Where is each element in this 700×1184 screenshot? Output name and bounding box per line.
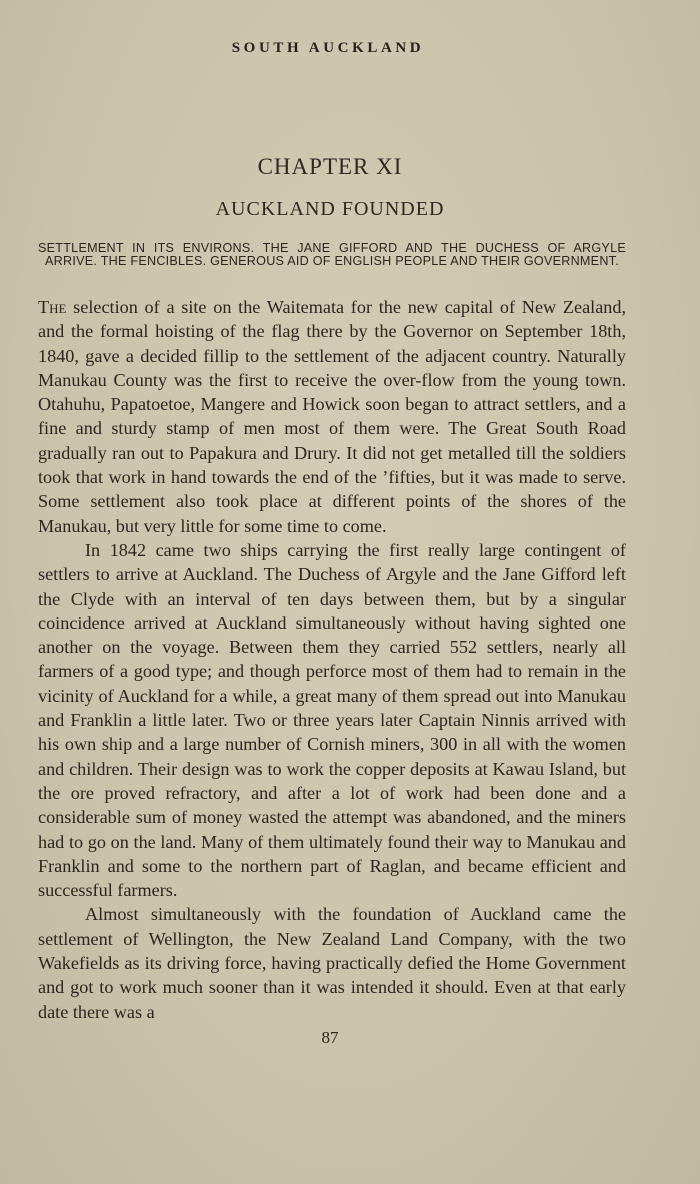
running-head: SOUTH AUCKLAND: [231, 40, 425, 56]
body-text: [38, 295, 626, 1024]
paragraph-text: selection of a site on the Waitemata for the new capital of New Zealand, and the formal hoisting of the flag there by the Governor on September 18th, 1840, gave a decided fillip to the settlement of the adjacent country. Naturally Manukau County was the first to receive the over-flow from the young town. Otahuhu, Papatoetoe, Mangere and Howick soon began to attract settlers, and a fine and sturdy stamp of men most of them were. The Great South Road gradually ran out to Papakura and Drury. It did not get metalled till the soldiers took that work in hand towards the end of the ’fifties, but it was made to serve. Some settlement also took place at different points of the shores of the Manukau, but very little for some time to come.: [38, 297, 626, 536]
chapter-synopsis: SETTLEMENT IN ITS ENVIRONS. THE JANE GIFFORD AND THE DUCHESS OF ARGYLE ARRIVE. THE FENCIBLES. GENEROUS AID OF ENGLISH PEOPLE AND THEIR GOVERNMENT.: [38, 241, 626, 268]
page-number: 87: [321, 1028, 339, 1047]
paragraph-lead: The: [38, 297, 67, 317]
chapter-title: AUCKLAND FOUNDED: [215, 198, 445, 220]
paragraph-3: Almost simultaneously with the foundation of Auckland came the settlement of Wellington, the New Zealand Land Company, with the two Wakefields as its driving force, having practically defied the Home Government and got to work much sooner than it was intended it should. Even at that early date there was a: [38, 904, 626, 1022]
paragraph-2: In 1842 came two ships carrying the first really large contingent of settlers to arrive at Auckland. The Duchess of Argyle and the Jane Gifford left the Clyde with an interval of ten days between them, but by a singular coincidence arrived at Auckland simultaneously without having sighted one another on the voyage. Between them they carried 552 settlers, nearly all farmers of a good type; and though perforce most of them had to remain in the vicinity of Auckland for a while, a great many of them spread out into Manukau and Franklin a little later. Two or three years later Captain Ninnis arrived with his own ship and a large number of Cornish miners, 300 in all with the women and children. Their design was to work the copper deposits at Kawau Island, but the ore proved refractory, and after a lot of work had been done and a considerable sum of money wasted the attempt was abandoned, and the miners had to go on the land. Many of them ultimately found their way to Manukau and Franklin and some to the northern part of Raglan, and became efficient and successful farmers.: [38, 539, 626, 901]
paragraph-1: [38, 295, 626, 538]
chapter-number: CHAPTER XI: [257, 154, 403, 179]
